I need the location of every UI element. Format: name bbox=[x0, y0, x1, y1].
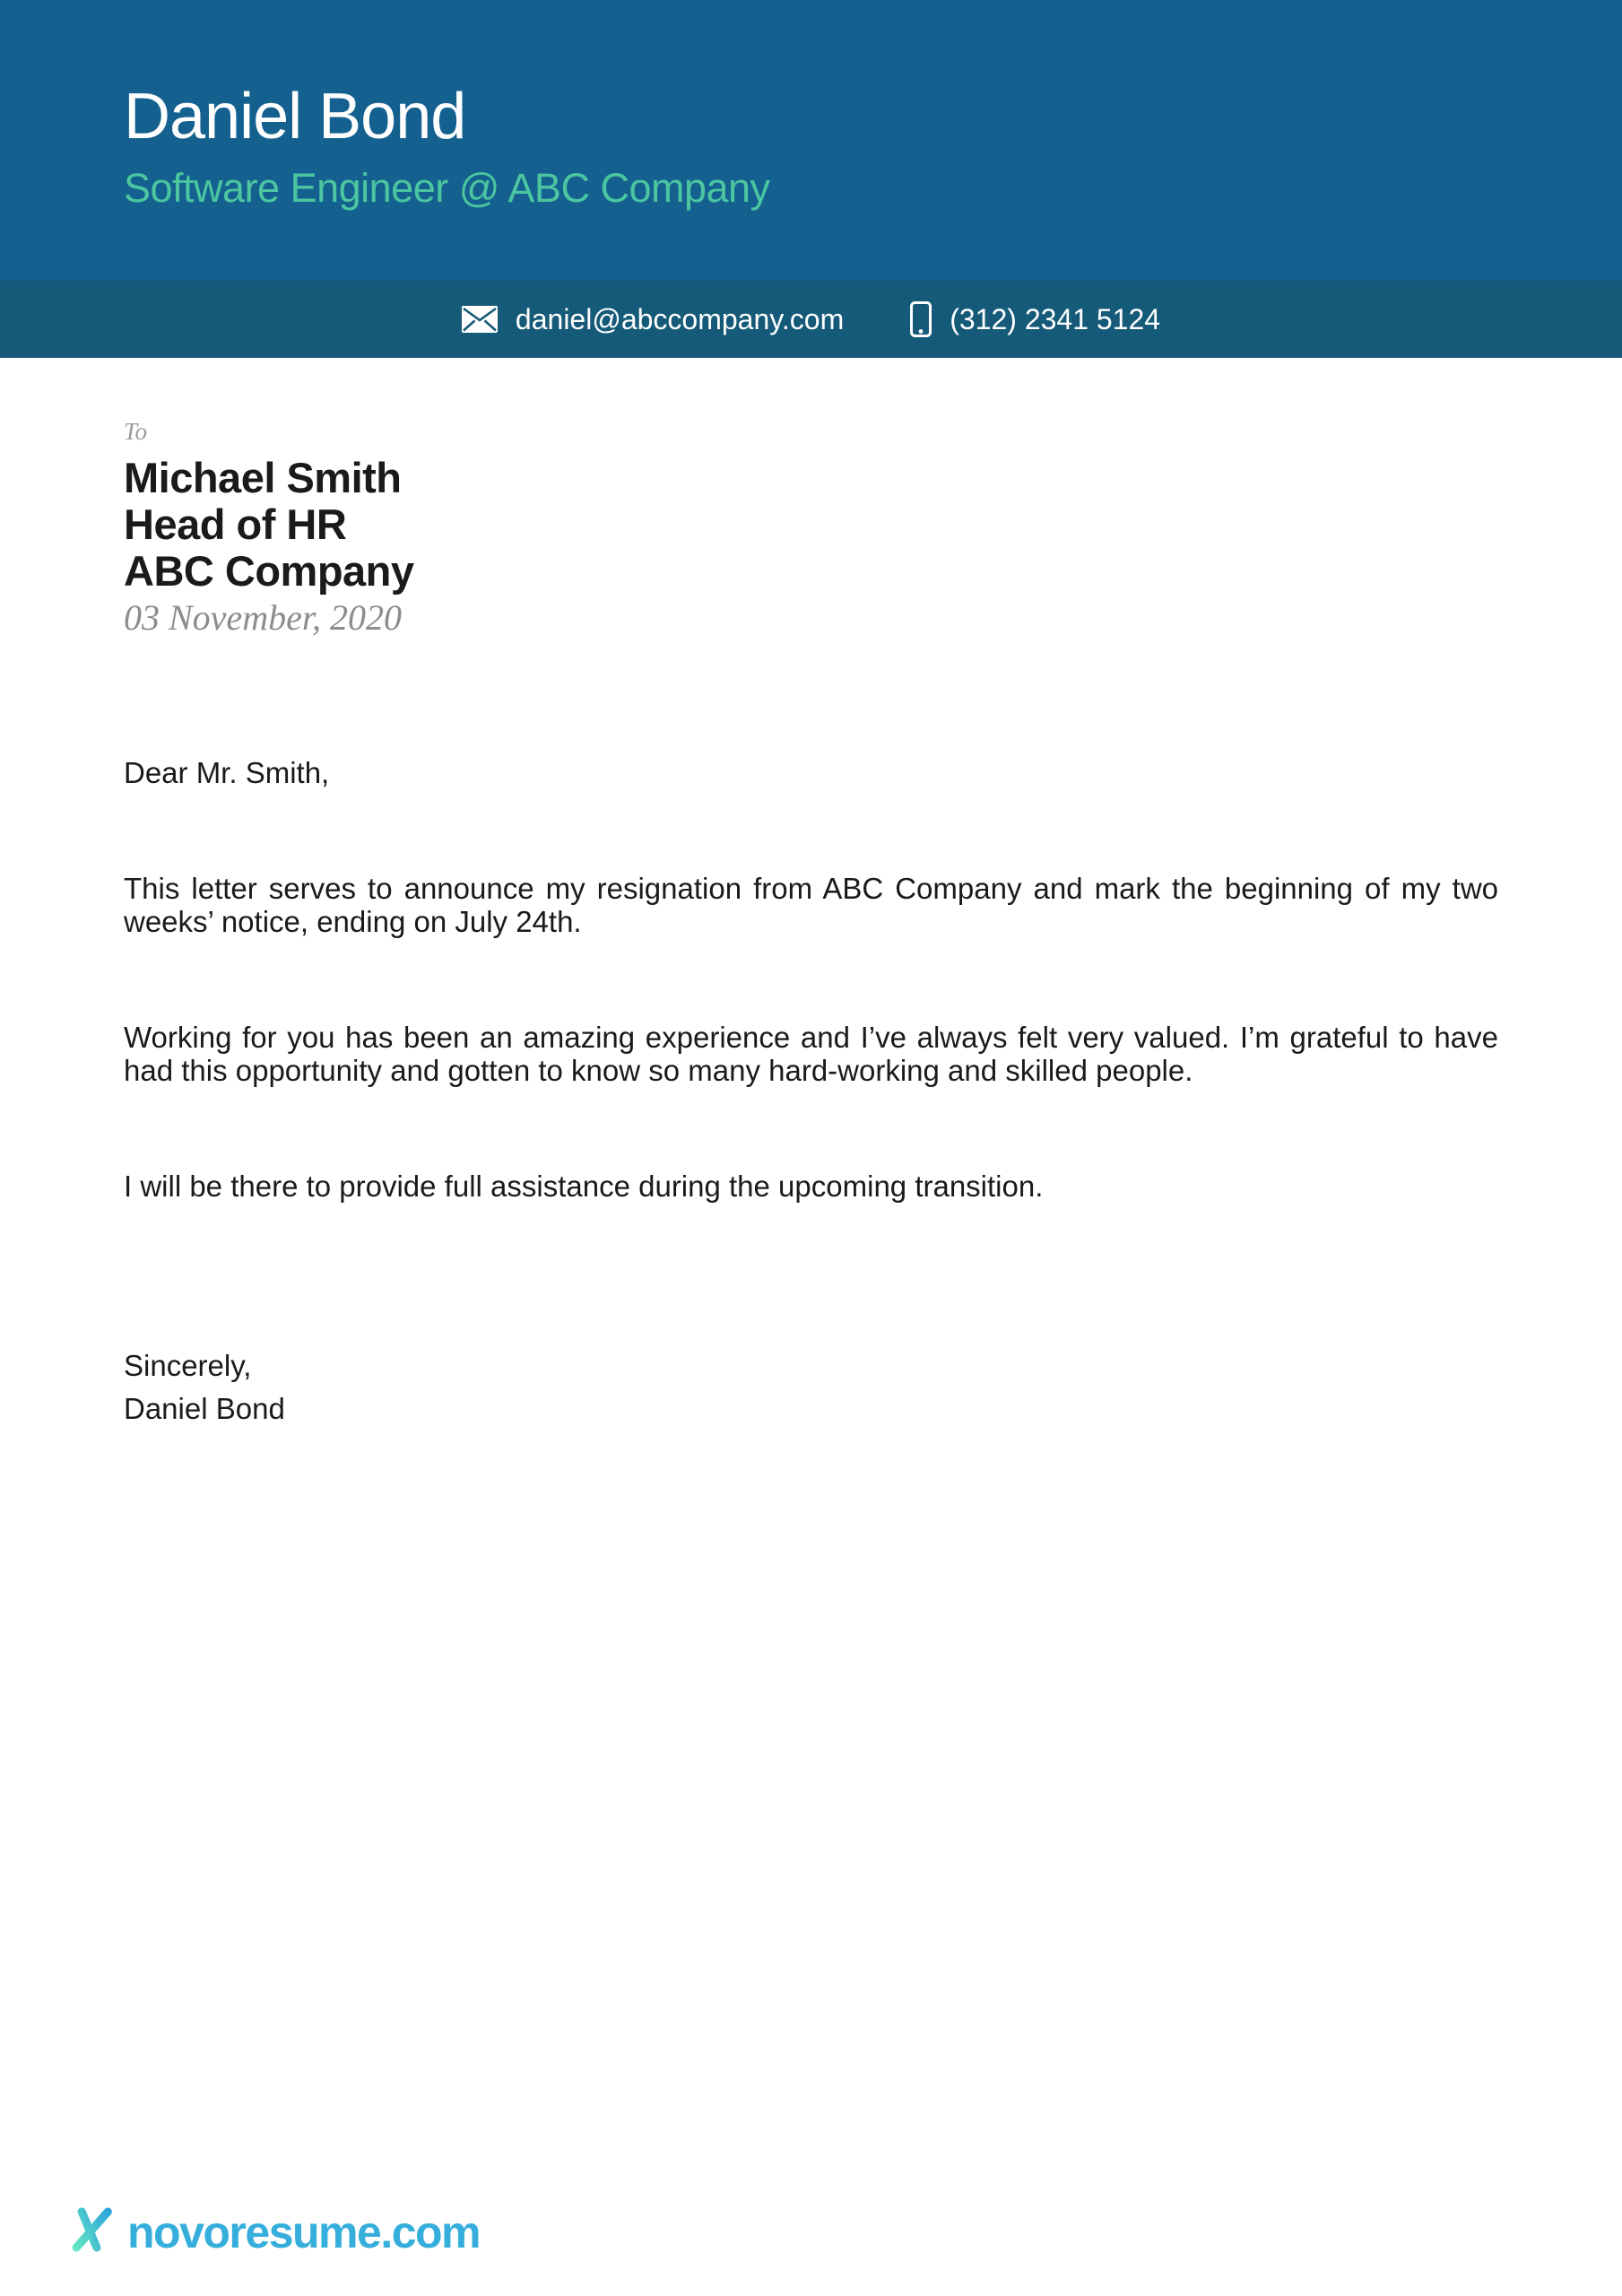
paragraph-resignation: This letter serves to announce my resignation from ABC Company and mark the beginning of my two weeks’ notice, ending on July 24th. bbox=[124, 872, 1498, 938]
closing-word: Sincerely, bbox=[124, 1349, 252, 1382]
brand-text: novoresume.com bbox=[127, 2206, 481, 2257]
paragraph-gratitude: Working for you has been an amazing experience and I’ve always felt very valued. I’m grateful to have had this opportunity and gotten to know so many hard-working and skilled people. bbox=[124, 1021, 1498, 1087]
recipient-name: Michael Smith bbox=[124, 454, 402, 501]
recipient-block bbox=[124, 408, 1498, 641]
salutation: Dear Mr. Smith, bbox=[124, 756, 330, 789]
contact-bar bbox=[0, 281, 1622, 358]
paragraph-transition: I will be there to provide full assistance during the upcoming transition. bbox=[124, 1170, 1044, 1203]
to-label: To bbox=[124, 418, 148, 445]
novoresume-logo-icon bbox=[68, 2204, 117, 2260]
signature-name: Daniel Bond bbox=[124, 1392, 285, 1425]
letter-date: 03 November, 2020 bbox=[124, 597, 402, 638]
novoresume-footer-link[interactable] bbox=[68, 2204, 480, 2260]
email-text: daniel@abccompany.com bbox=[515, 302, 845, 335]
person-name: Daniel Bond bbox=[124, 81, 466, 152]
person-job-title: Software Engineer @ ABC Company bbox=[124, 164, 770, 211]
letterhead bbox=[0, 0, 1622, 281]
contact-phone bbox=[910, 301, 1160, 337]
recipient-role: Head of HR bbox=[124, 500, 347, 548]
phone-text: (312) 2341 5124 bbox=[950, 302, 1161, 335]
letter-body bbox=[0, 408, 1622, 1431]
closing-block bbox=[124, 1344, 1498, 1431]
contact-email bbox=[462, 303, 844, 336]
envelope-icon bbox=[462, 306, 498, 333]
recipient-company: ABC Company bbox=[124, 547, 414, 595]
smartphone-icon bbox=[910, 301, 932, 337]
